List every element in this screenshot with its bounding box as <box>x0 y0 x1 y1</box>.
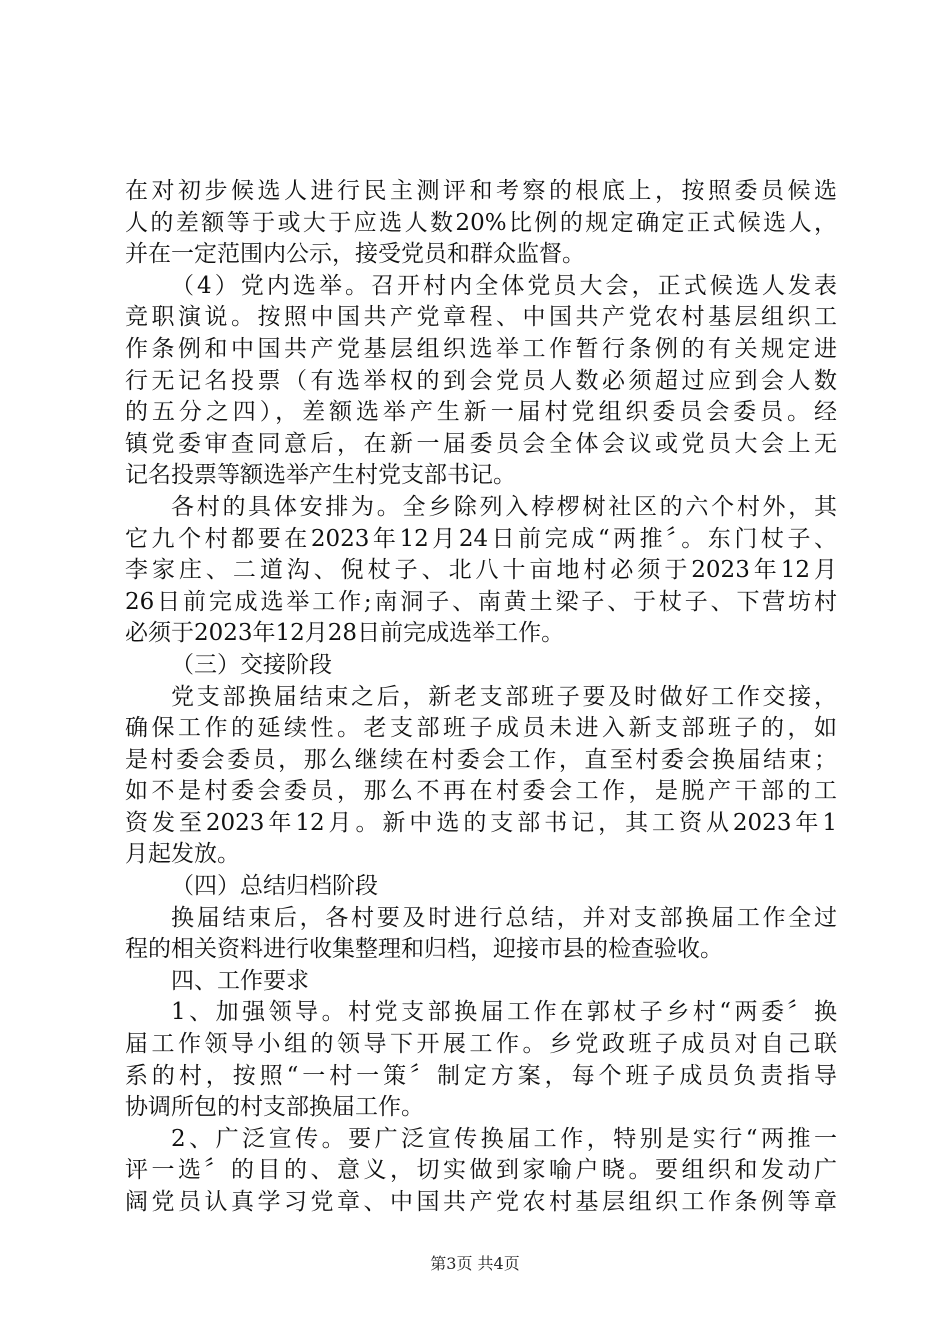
text-line: 程的相关资料进行收集整理和归档，迎接市县的检查验收。 <box>125 936 723 963</box>
text-line: （4）党内选举。召开村内全体党员大会，正式候选人发表 <box>171 272 837 299</box>
text-line: 镇党委审查同意后，在新一届委员会全体会议或党员大会上无 <box>125 430 837 457</box>
text-line: 如不是村委会委员，那么不再在村委会工作，是脱产干部的工 <box>125 778 837 805</box>
text-line: 系的村，按照“一村一策〞制定方案，每个班子成员负责指导 <box>125 1062 837 1089</box>
text-line: 资发至2023年12月。新中选的支部书记，其工资从2023年1 <box>125 809 837 836</box>
text-line: 四、工作要求 <box>171 967 309 994</box>
text-line: 月起发放。 <box>125 841 240 868</box>
text-line: 1、加强领导。村党支部换届工作在郭杖子乡村“两委〞换 <box>171 999 837 1026</box>
text-line: 评一选〞的目的、意义，切实做到家喻户晓。要组织和发动广 <box>125 1157 837 1184</box>
text-line: 的五分之四），差额选举产生新一届村党组织委员会委员。经 <box>125 399 837 426</box>
text-line: 记名投票等额选举产生村党支部书记。 <box>125 462 516 489</box>
text-line: 在对初步候选人进行民主测评和考察的根底上，按照委员候选 <box>125 178 837 204</box>
text-line: 阔党员认真学习党章、中国共产党农村基层组织工作条例等章 <box>125 1189 837 1215</box>
text-line: 作条例和中国共产党基层组织选举工作暂行条例的有关规定进 <box>125 335 837 362</box>
text-line: （四）总结归档阶段 <box>171 873 378 900</box>
text-line: 是村委会委员，那么继续在村委会工作，直至村委会换届结束； <box>125 746 837 773</box>
text-line: 并在一定范围内公示，接受党员和群众监督。 <box>125 241 585 268</box>
text-line: 行无记名投票（有选举权的到会党员人数必须超过应到会人数 <box>125 367 837 394</box>
document-body <box>125 176 837 1219</box>
text-line: 它九个村都要在2023年12月24日前完成“两推〞。东门杖子、 <box>125 525 837 552</box>
text-line: 2、广泛宣传。要广泛宣传换届工作，特别是实行“两推一 <box>171 1125 837 1152</box>
text-line: （三）交接阶段 <box>171 651 332 678</box>
text-line: 协调所包的村支部换届工作。 <box>125 1094 424 1121</box>
text-line: 党支部换届结束之后，新老支部班子要及时做好工作交接， <box>171 683 837 710</box>
text-line: 26日前完成选举工作;南洞子、南黄土梁子、于杖子、下营坊村 <box>125 588 837 615</box>
text-line: 换届结束后，各村要及时进行总结，并对支部换届工作全过 <box>171 904 837 931</box>
text-line: 届工作领导小组的领导下开展工作。乡党政班子成员对自己联 <box>125 1031 837 1058</box>
text-line: 李家庄、二道沟、倪杖子、北八十亩地村必须于2023年12月 <box>125 557 837 584</box>
text-line: 人的差额等于或大于应选人数20%比例的规定确定正式候选人， <box>125 209 837 236</box>
text-line: 竞职演说。按照中国共产党章程、中国共产党农村基层组织工 <box>125 304 837 331</box>
text-line: 必须于2023年12月28日前完成选举工作。 <box>125 620 565 647</box>
text-line: 各村的具体安排为。全乡除列入桲椤树社区的六个村外，其 <box>171 493 837 520</box>
text-line: 确保工作的延续性。老支部班子成员未进入新支部班子的，如 <box>125 715 837 742</box>
page-footer: 第3页 共4页 <box>430 1254 520 1273</box>
